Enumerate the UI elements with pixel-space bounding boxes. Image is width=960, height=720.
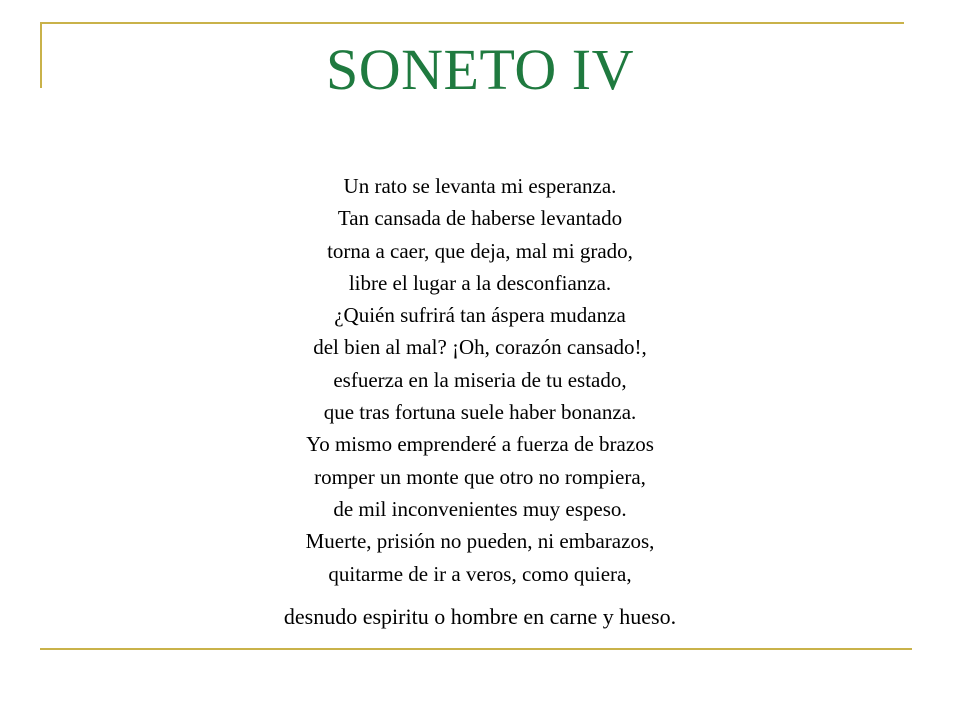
poem-line: torna a caer, que deja, mal mi grado, — [327, 238, 633, 263]
poem-line: que tras fortuna suele haber bonanza. — [323, 400, 637, 425]
poem-line: romper un monte que otro no rompiera, — [314, 464, 646, 489]
slide-title: SONETO IV — [326, 37, 634, 102]
poem-line: quitarme de ir a veros, como quiera, — [328, 561, 632, 586]
poem-body — [0, 170, 960, 633]
poem-line: libre el lugar a la desconfianza. — [348, 270, 612, 295]
poem-line: Tan cansada de haberse levantado — [337, 206, 623, 231]
poem-line: de mil inconvenientes muy espeso. — [333, 496, 627, 521]
bottom-decorative-rule — [40, 648, 912, 650]
poem-line: Muerte, prisión no pueden, ni embarazos, — [305, 529, 655, 554]
poem-last-line: desnudo espiritu o hombre en carne y hueso. — [283, 603, 677, 629]
top-decorative-rule — [40, 22, 904, 24]
poem-line: ¿Quién sufrirá tan áspera mudanza — [334, 303, 626, 328]
poem-line: Yo mismo emprenderé a fuerza de brazos — [306, 432, 654, 457]
poem-line: esfuerza en la miseria de tu estado, — [333, 367, 627, 392]
poem-line: Un rato se levanta mi esperanza. — [343, 174, 617, 198]
poem-line: del bien al mal? ¡Oh, corazón cansado!, — [313, 335, 647, 360]
